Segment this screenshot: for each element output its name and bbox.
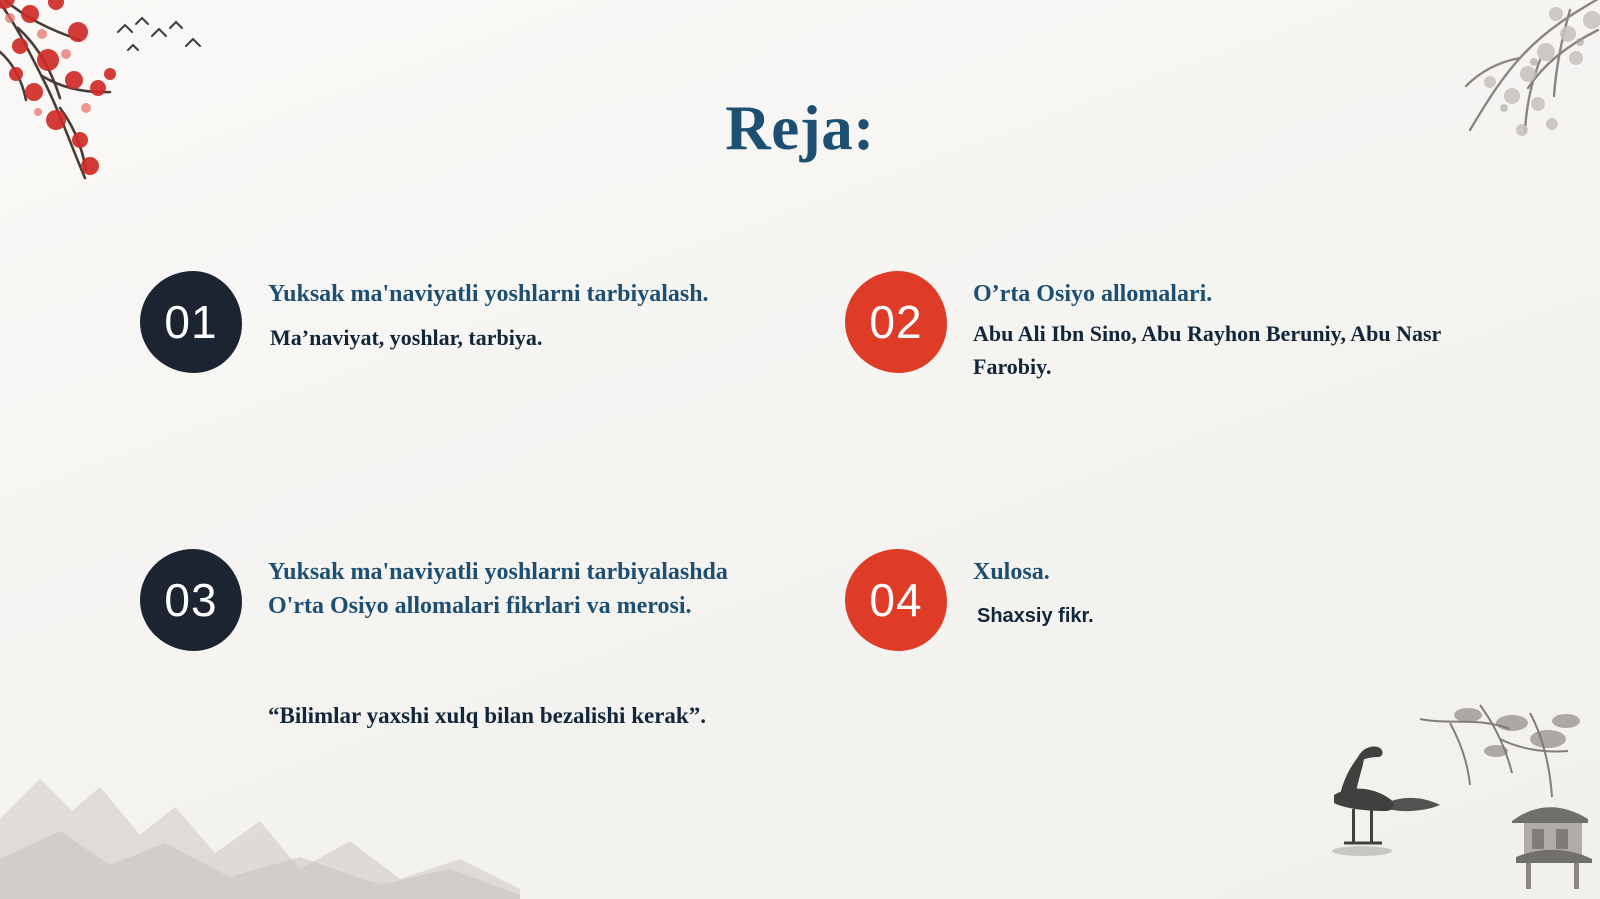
list-item (140, 265, 760, 373)
item-heading: Yuksak ma'naviyatli yoshlarni tarbiyalashda O'rta Osiyo allomalari fikrlari va merosi. (268, 559, 728, 620)
item-text-block (268, 543, 768, 623)
item-number: 03 (164, 574, 218, 626)
agenda-list (0, 255, 1600, 775)
item-text-block (973, 265, 1485, 383)
item-subtext: Shaxsiy fikr. (977, 605, 1094, 628)
item-subtext: Abu Ali Ibn Sino, Abu Rayhon Beruniy, Abu Nasr Farobiy. (973, 321, 1441, 380)
list-item (845, 543, 1485, 651)
page-title: Reja: (725, 93, 875, 163)
item-text-block (268, 265, 709, 354)
bird-flock-top-left-icon (118, 18, 200, 50)
list-item (140, 543, 800, 651)
item-number: 01 (164, 296, 218, 348)
item-number: 02 (869, 296, 923, 348)
item-number-badge-04 (845, 549, 947, 651)
item-text-block (973, 543, 1094, 631)
closing-quote: “Bilimlar yaxshi xulq bilan bezalishi kerak”. (268, 703, 706, 728)
item-number-badge-02 (845, 271, 947, 373)
item-number: 04 (869, 574, 923, 626)
item-number-badge-01 (140, 271, 242, 373)
list-item (845, 265, 1485, 383)
item-subtext: Ma’naviyat, yoshlar, tarbiya. (270, 325, 543, 351)
item-number-badge-03 (140, 549, 242, 651)
item-heading: Yuksak ma'naviyatli yoshlarni tarbiyalash. (268, 281, 709, 307)
item-heading: Xulosa. (973, 559, 1050, 585)
item-heading: O’rta Osiyo allomalari. (973, 281, 1213, 307)
